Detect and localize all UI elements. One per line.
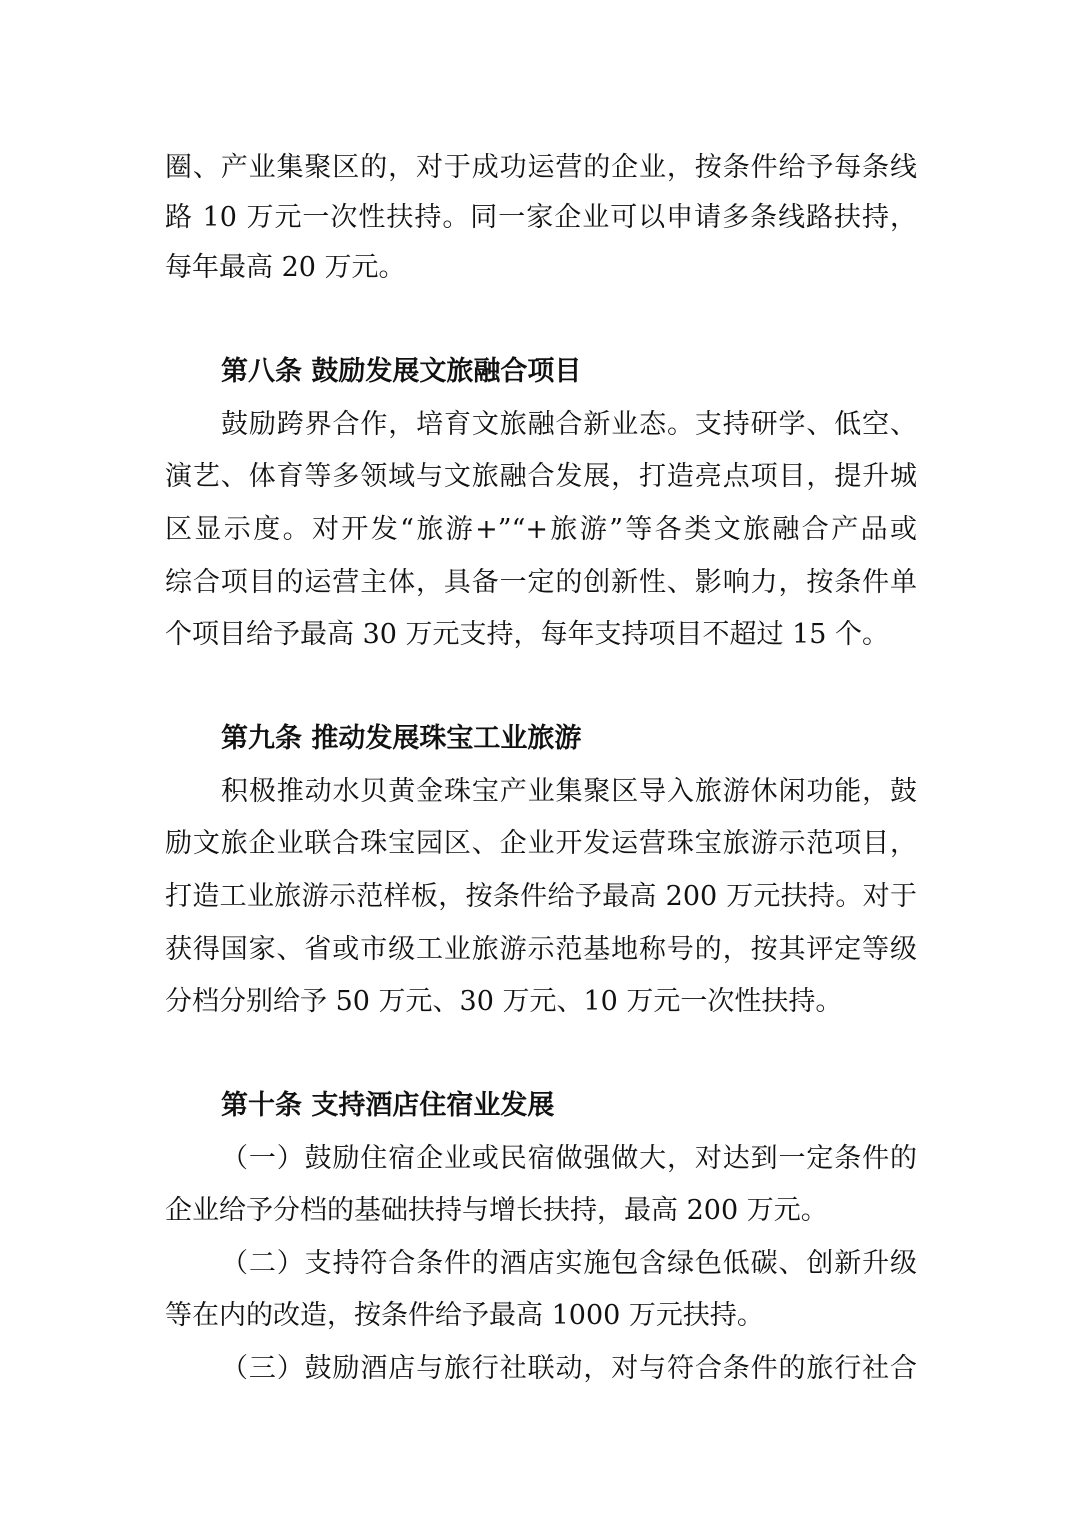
article-heading-10: 第十条 支持酒店住宿业发展: [221, 1090, 555, 1121]
paragraph-line: 区显示度。对开发“旅游+”“+旅游”等各类文旅融合产品或: [165, 514, 917, 545]
paragraph-line: （三）鼓励酒店与旅行社联动，对与符合条件的旅行社合: [221, 1353, 917, 1384]
paragraph-line: 积极推动水贝黄金珠宝产业集聚区导入旅游休闲功能，鼓: [221, 776, 917, 807]
paragraph-line: 励文旅企业联合珠宝园区、企业开发运营珠宝旅游示范项目，: [165, 828, 917, 859]
paragraph-line: 路 10 万元一次性扶持。同一家企业可以申请多条线路扶持，: [165, 202, 917, 233]
paragraph-line: 企业给予分档的基础扶持与增长扶持，最高 200 万元。: [165, 1195, 828, 1226]
paragraph-line: 每年最高 20 万元。: [165, 252, 406, 283]
article-heading-8: 第八条 鼓励发展文旅融合项目: [221, 356, 582, 387]
paragraph-line: 综合项目的运营主体，具备一定的创新性、影响力，按条件单: [165, 567, 917, 598]
paragraph-line: 圈、产业集聚区的，对于成功运营的企业，按条件给予每条线: [165, 152, 917, 183]
article-heading-9: 第九条 推动发展珠宝工业旅游: [221, 723, 582, 754]
paragraph-line: 个项目给予最高 30 万元支持，每年支持项目不超过 15 个。: [165, 619, 890, 650]
paragraph-line: 演艺、体育等多领域与文旅融合发展，打造亮点项目，提升城: [165, 461, 917, 492]
paragraph-line: （一）鼓励住宿企业或民宿做强做大，对达到一定条件的: [221, 1143, 917, 1174]
paragraph-line: 鼓励跨界合作，培育文旅融合新业态。支持研学、低空、: [221, 409, 917, 440]
paragraph-line: 等在内的改造，按条件给予最高 1000 万元扶持。: [165, 1300, 764, 1331]
paragraph-line: 获得国家、省或市级工业旅游示范基地称号的，按其评定等级: [165, 934, 917, 965]
paragraph-line: 打造工业旅游示范样板，按条件给予最高 200 万元扶持。对于: [165, 881, 917, 912]
paragraph-line: 分档分别给予 50 万元、30 万元、10 万元一次性扶持。: [165, 986, 843, 1017]
paragraph-line: （二）支持符合条件的酒店实施包含绿色低碳、创新升级: [221, 1248, 917, 1279]
